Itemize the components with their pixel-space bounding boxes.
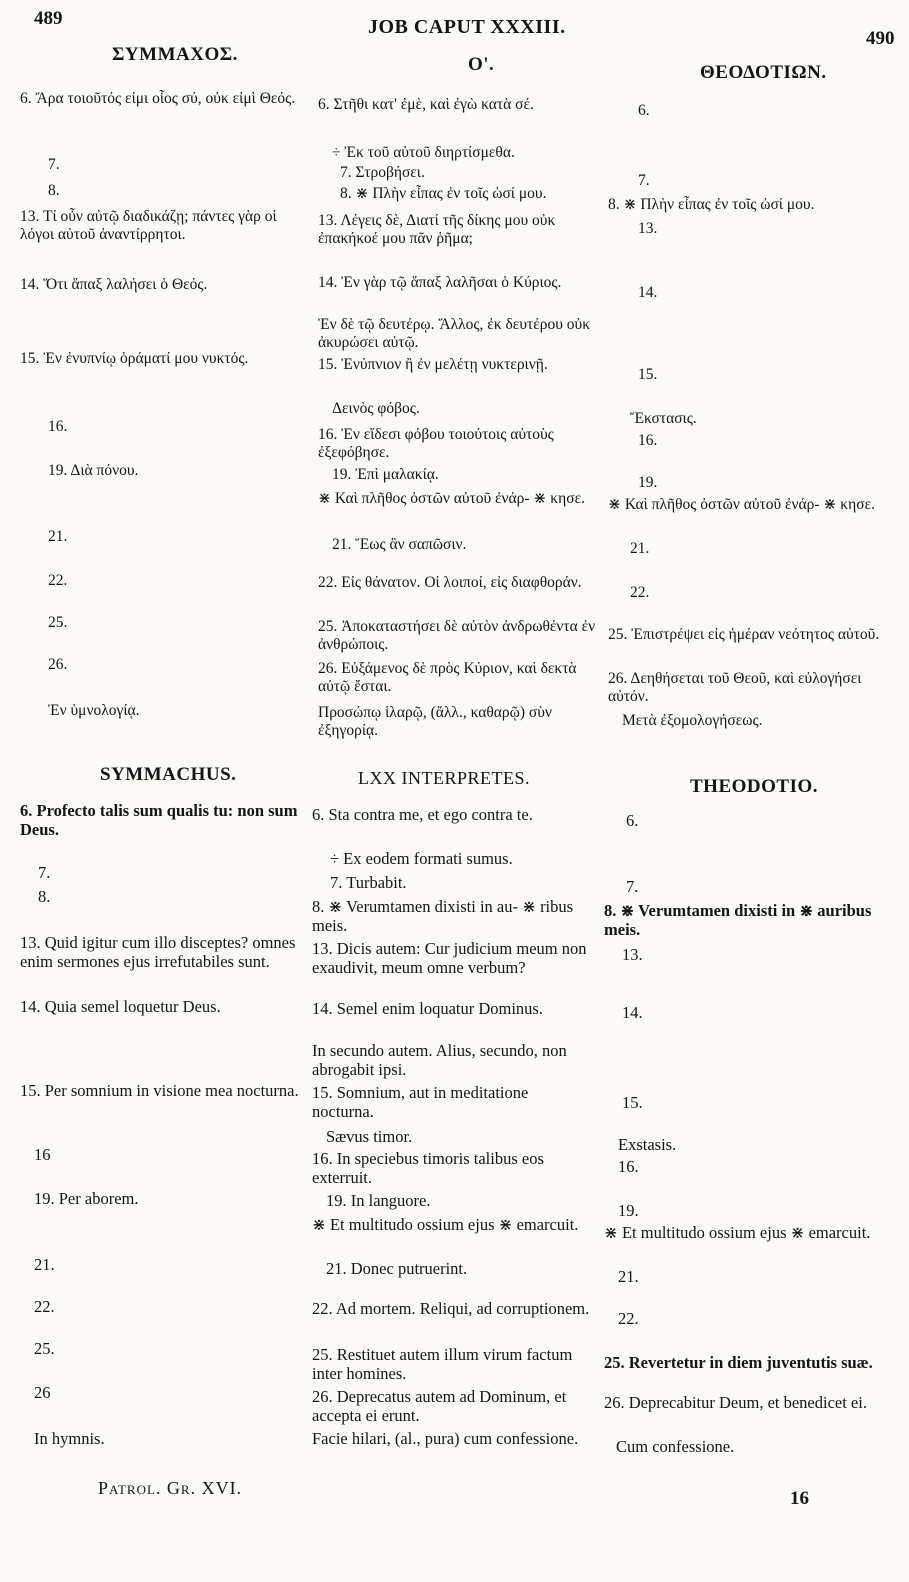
heading-theodotion-greek: ΘΕΟΔΟΤΙΩΝ.	[700, 62, 827, 83]
verse: 21. Ἕως ἂν σαπῶσιν.	[332, 536, 467, 553]
verse: 16.	[618, 1157, 639, 1176]
page-title: JOB CAPUT XXXIII.	[368, 16, 566, 38]
verse: 22.	[48, 572, 68, 589]
verse: 8.	[38, 887, 51, 906]
verse: 19.	[638, 474, 658, 491]
heading-lxx-greek: Ο'.	[468, 54, 495, 75]
verse: 26	[34, 1383, 51, 1402]
heading-lxx-latin: LXX INTERPRETES.	[358, 768, 530, 788]
verse: 13. Quid igitur cum illo disceptes? omnes enim sermones ejus irrefutabiles sunt.	[20, 933, 296, 971]
verse: 21. Donec putruerint.	[326, 1259, 468, 1278]
verse: Μετὰ ἐξομολογήσεως.	[622, 712, 763, 729]
verse: 22.	[630, 584, 650, 601]
verse: 22. Ad mortem. Reliqui, ad corruptionem.	[312, 1299, 590, 1318]
verse: In secundo autem. Alius, secundo, non abrogabit ipsi.	[312, 1041, 567, 1079]
verse: 15.	[638, 366, 658, 383]
verse: 8. ⋇ Verumtamen dixisti in au- ⋇ ribus meis.	[312, 897, 574, 935]
verse: 26.	[48, 656, 68, 673]
verse: 8. ⋇ Πλὴν εἶπας ἐν τοῖς ὠσί μου.	[608, 196, 815, 213]
verse: 6. Sta contra me, et ego contra te.	[312, 805, 533, 824]
verse: ⋇ Καὶ πλῆθος ὀστῶν αὐτοῦ ἐνάρ- ⋇ κησε.	[318, 490, 585, 507]
verse: 13. Λέγεις δὲ, Διατί τῆς δίκης μου οὐκ ἐπακήκοέ μου πᾶν ῥῆμα;	[318, 212, 556, 247]
verse: 26. Δεηθήσεται τοῦ Θεοῦ, καὶ εὐλογήσει αὐτόν.	[608, 670, 862, 705]
verse: 16.	[48, 418, 68, 435]
verse: 13.	[638, 220, 658, 237]
verse: 14. Ὅτι ἅπαξ λαλήσει ὁ Θεός.	[20, 276, 208, 293]
verse: 6. Ἄρα τοιοῦτός εἰμι οἷος σύ, οὐκ εἰμὶ Θεός.	[20, 90, 296, 107]
heading-symmachus-greek: ΣΥΜΜΑΧΟΣ.	[112, 44, 238, 65]
verse: 15. Ἐνύπνιον ἢ ἐν μελέτῃ νυκτερινῇ.	[318, 356, 548, 373]
verse: 7. Turbabit.	[330, 873, 407, 892]
verse: Προσώπῳ ἱλαρῷ, (ἄλλ., καθαρῷ) σὺν ἐξηγορίᾳ.	[318, 704, 552, 739]
verse: 7. Στροβήσει.	[340, 164, 425, 181]
verse: 14. Ἐν γὰρ τῷ ἅπαξ λαλῆσαι ὁ Κύριος.	[318, 274, 562, 291]
verse: 13.	[622, 945, 643, 964]
verse: 25.	[48, 614, 68, 631]
verse: Facie hilari, (al., pura) cum confessione.	[312, 1429, 579, 1448]
verse: 13. Dicis autem: Cur judicium meum non exaudivit, meum omne verbum?	[312, 939, 587, 977]
footer-sheet-number: 16	[790, 1488, 809, 1509]
verse: Cum confessione.	[616, 1437, 735, 1456]
verse: 19. Ἐπὶ μαλακίᾳ.	[332, 466, 439, 483]
verse: 6. Profecto talis sum qualis tu: non sum Deus.	[20, 801, 298, 839]
verse: 25. Restituet autem illum virum factum inter homines.	[312, 1345, 573, 1383]
verse: Sævus timor.	[326, 1127, 413, 1146]
verse: Ἐν ὑμνολογίᾳ.	[48, 702, 140, 719]
verse: 6.	[626, 811, 639, 830]
verse: 16	[34, 1145, 51, 1164]
page-number-left: 489	[34, 8, 63, 29]
verse: 15.	[622, 1093, 643, 1112]
verse: 7.	[626, 877, 639, 896]
verse: Ἔκστασις.	[630, 410, 697, 427]
verse: 26. Deprecatus autem ad Dominum, et accepta ei erunt.	[312, 1387, 567, 1425]
verse: 15. Ἐν ἐνυπνίῳ ὁράματί μου νυκτός.	[20, 350, 249, 367]
heading-symmachus-latin: SYMMACHUS.	[100, 764, 237, 785]
verse: 22.	[34, 1297, 55, 1316]
verse: 16.	[638, 432, 658, 449]
verse: 6.	[638, 102, 650, 119]
verse: 19.	[618, 1201, 639, 1220]
verse: In hymnis.	[34, 1429, 105, 1448]
verse: 15. Somnium, aut in meditatione nocturna.	[312, 1083, 529, 1121]
verse: 19. Per aborem.	[34, 1189, 139, 1208]
heading-theodotion-latin: THEODOTIO.	[690, 776, 818, 797]
verse: 25. Ἀποκαταστήσει δὲ αὐτὸν ἀνδρωθέντα ἐν ἀνθρώποις.	[318, 618, 596, 653]
verse: 6. Στῆθι κατ' ἐμὲ, καὶ ἐγὼ κατὰ σέ.	[318, 96, 534, 113]
verse: 14.	[622, 1003, 643, 1022]
verse: 21.	[618, 1267, 639, 1286]
verse: ⋇ Καὶ πλῆθος ὀστῶν αὐτοῦ ἐνάρ- ⋇ κησε.	[608, 496, 875, 513]
verse: 8.	[48, 182, 60, 199]
verse: 7.	[38, 863, 51, 882]
verse: 8. ⋇ Verumtamen dixisti in ⋇ auribus meis.	[604, 901, 872, 939]
verse: 13. Τί οὖν αὐτῷ διαδικάζῃ; πάντες γὰρ οἱ λόγοι αὐτοῦ ἀναντίρρητοι.	[20, 208, 277, 243]
verse: 22. Εἰς θάνατον. Οἱ λοιποί, εἰς διαφθοράν.	[318, 574, 582, 591]
verse: 25. Revertetur in diem juventutis suæ.	[604, 1353, 873, 1372]
verse: 22.	[618, 1309, 639, 1328]
verse: Δεινὸς φόβος.	[332, 400, 420, 417]
verse: 21.	[48, 528, 68, 545]
verse: 21.	[34, 1255, 55, 1274]
verse: 14.	[638, 284, 658, 301]
footer-signature: Patrol. Gr. XVI.	[98, 1478, 243, 1498]
verse: 14. Semel enim loquatur Dominus.	[312, 999, 543, 1018]
verse: 16. In speciebus timoris talibus eos exterruit.	[312, 1149, 544, 1187]
verse: 26. Εὐξάμενος δὲ πρὸς Κύριον, καὶ δεκτὰ αὐτῷ ἔσται.	[318, 660, 577, 695]
verse: 19. In languore.	[326, 1191, 431, 1210]
verse: Exstasis.	[618, 1135, 677, 1154]
verse: 14. Quia semel loquetur Deus.	[20, 997, 221, 1016]
page-number-right: 490	[866, 28, 895, 49]
verse: ⋇ Et multitudo ossium ejus ⋇ emarcuit.	[312, 1215, 579, 1234]
verse: 15. Per somnium in visione mea nocturna.	[20, 1081, 299, 1100]
verse: 25. Ἐπιστρέψει εἰς ἡμέραν νεότητος αὐτοῦ.	[608, 626, 880, 643]
verse: ÷ Ἐκ τοῦ αὐτοῦ διηρτίσμεθα.	[332, 144, 515, 161]
verse: 21.	[630, 540, 650, 557]
verse: 19. Διὰ πόνου.	[48, 462, 139, 479]
verse: Ἐν δὲ τῷ δευτέρῳ. Ἄλλος, ἐκ δευτέρου οὐκ ἀκυρώσει αὐτῷ.	[318, 316, 590, 351]
verse: 25.	[34, 1339, 55, 1358]
verse: ⋇ Et multitudo ossium ejus ⋇ emarcuit.	[604, 1223, 871, 1242]
verse: 7.	[638, 172, 650, 189]
verse: 26. Deprecabitur Deum, et benedicet ei.	[604, 1393, 867, 1412]
verse: 7.	[48, 156, 60, 173]
verse: 16. Ἐν εἴδεσι φόβου τοιούτοις αὐτοὺς ἐξεφόβησε.	[318, 426, 554, 461]
verse: 8. ⋇ Πλὴν εἶπας ἐν τοῖς ὠσί μου.	[340, 185, 547, 202]
verse: ÷ Ex eodem formati sumus.	[330, 849, 513, 868]
